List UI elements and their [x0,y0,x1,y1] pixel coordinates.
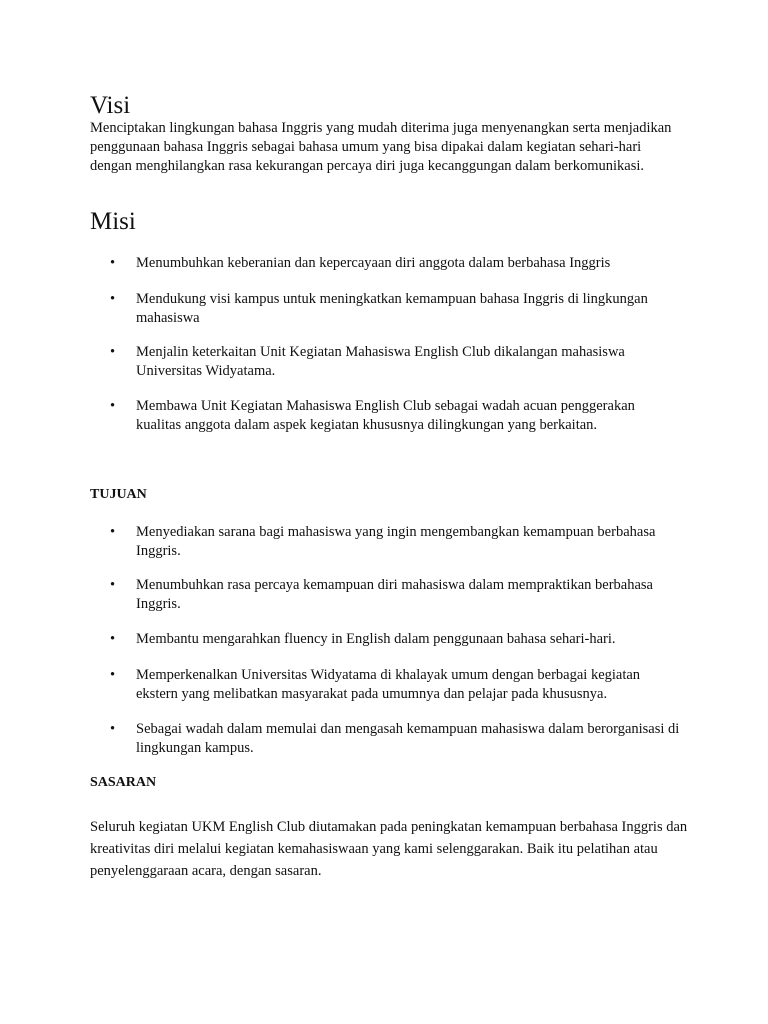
list-item [90,576,680,614]
list-item-text: Sebagai wadah dalam memulai dan mengasah kemampuan mahasiswa dalam berorganisasi di lingkungan kampus. [136,721,680,756]
list-item-text: Menyediakan sarana bagi mahasiswa yang ingin mengembangkan kemampuan berbahasa Inggris. [136,524,656,559]
visi-paragraph: Menciptakan lingkungan bahasa Inggris yang mudah diterima juga menyenangkan serta menjadikan penggunaan bahasa Inggris sebagai bahasa umum yang bisa dipakai dalam kegiatan sehari-hari dengan menghilangkan rasa kekurangan percaya diri juga kecanggungan dalam berkomunikasi. [90,120,672,174]
bullet-icon: • [110,667,116,683]
list-item [90,290,680,328]
list-item [90,666,680,704]
list-item-text: Menumbuhkan keberanian dan kepercayaan diri anggota dalam berbahasa Inggris [136,255,611,271]
bullet-icon: • [110,577,116,593]
list-item-text: Membantu mengarahkan fluency in English dalam penggunaan bahasa sehari-hari. [136,631,616,647]
list-item [90,630,680,649]
bullet-icon: • [110,398,116,414]
list-item-text: Menumbuhkan rasa percaya kemampuan diri mahasiswa dalam mempraktikan berbahasa Inggris. [136,577,653,612]
misi-heading: Misi [90,208,136,235]
list-item-text: Memperkenalkan Universitas Widyatama di khalayak umum dengan berbagai kegiatan ekstern yang melibatkan masyarakat pada umumnya dan pelajar pada khususnya. [136,667,641,702]
sasaran-paragraph: Seluruh kegiatan UKM English Club diutamakan pada peningkatan kemampuan berbahasa Inggris dan kreativitas diri melalui kegiatan kemahasiswaan yang kami selenggarakan. Baik itu pelatihan atau penyelenggaraan acara, dengan sasaran. [90,819,688,879]
list-item [90,254,680,273]
list-item [90,397,680,435]
list-item-text: Menjalin keterkaitan Unit Kegiatan Mahasiswa English Club dikalangan mahasiswa Universitas Widyatama. [136,344,625,379]
bullet-icon: • [110,291,116,307]
list-item-text: Membawa Unit Kegiatan Mahasiswa English Club sebagai wadah acuan penggerakan kualitas anggota dalam aspek kegiatan khususnya dilingkungan yang berkaitan. [136,398,635,433]
visi-heading: Visi [90,92,131,119]
bullet-icon: • [110,721,116,737]
list-item [90,343,680,381]
list-item-text: Mendukung visi kampus untuk meningkatkan kemampuan bahasa Inggris di lingkungan mahasiswa [136,291,648,326]
bullet-icon: • [110,255,116,271]
list-item [90,523,680,561]
sasaran-heading: SASARAN [90,775,157,790]
bullet-icon: • [110,344,116,360]
list-item [90,720,680,758]
bullet-icon: • [110,631,116,647]
bullet-icon: • [110,524,116,540]
tujuan-heading: TUJUAN [90,487,147,502]
